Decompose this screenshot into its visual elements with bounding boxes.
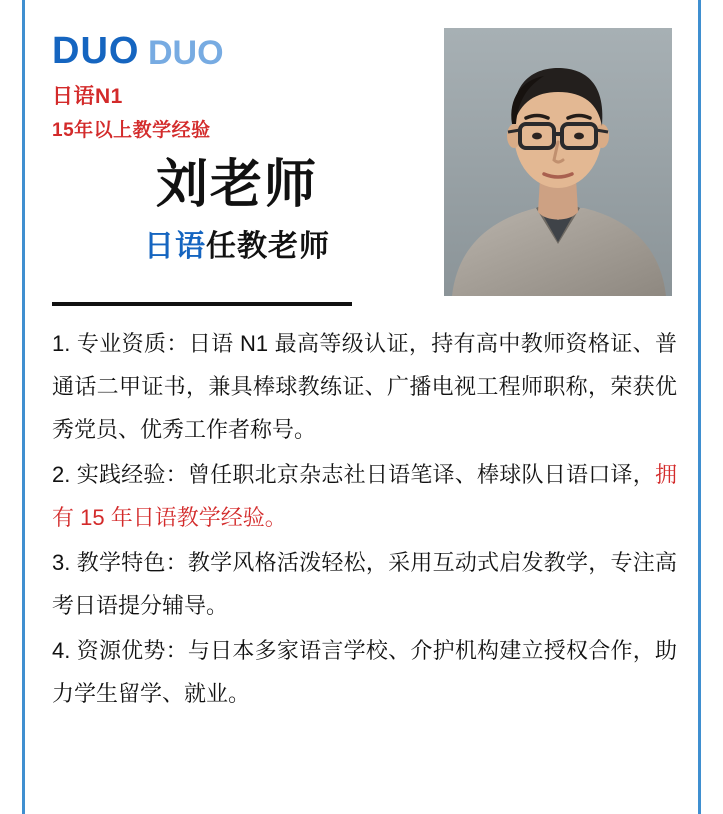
brand-block — [52, 30, 382, 142]
teacher-photo — [444, 28, 672, 296]
right-border-accent — [698, 0, 701, 814]
portrait-illustration — [444, 28, 672, 296]
teacher-role-rest: 任教老师 — [206, 229, 330, 263]
teacher-role-highlight: 日语 — [144, 229, 206, 263]
teacher-name: 刘老师 — [155, 156, 318, 214]
brand-subtitle-level: 日语N1 — [52, 85, 123, 108]
brand-logo-shadow-text: DUO — [148, 34, 224, 72]
poster-content — [52, 18, 672, 288]
divider-rule — [52, 302, 352, 306]
teacher-name-block — [52, 158, 422, 265]
left-border-accent — [22, 0, 25, 814]
bio-segment-text: 3. 教学特色：教学风格活泼轻松，采用互动式启发教学，专注高考日语提分辅导。 — [52, 550, 677, 618]
teacher-bio — [52, 322, 677, 717]
poster-header — [52, 18, 672, 288]
bio-paragraph-qualification — [52, 322, 677, 451]
teacher-role — [52, 221, 422, 265]
bio-segment-highlight: 拥有 15 年日语教学经验。 — [52, 462, 677, 530]
bio-paragraph-experience — [52, 453, 677, 539]
bio-paragraph-resources — [52, 629, 677, 715]
brand-logo-text: DUO — [52, 30, 140, 72]
brand-logo — [52, 30, 382, 74]
bio-segment-text: 2. 实践经验：曾任职北京杂志社日语笔译、棒球队日语口译， — [52, 462, 655, 487]
bio-segment-text: 1. 专业资质：日语 N1 最高等级认证，持有高中教师资格证、普通话二甲证书，兼具棒球教练证、广播电视工程师职称，荣获优秀党员、优秀工作者称号。 — [52, 331, 677, 442]
bio-segment-text: 4. 资源优势：与日本多家语言学校、介护机构建立授权合作，助力学生留学、就业。 — [52, 638, 677, 706]
bio-paragraph-teaching-style — [52, 541, 677, 627]
brand-subtitle-experience: 15年以上教学经验 — [52, 120, 211, 141]
